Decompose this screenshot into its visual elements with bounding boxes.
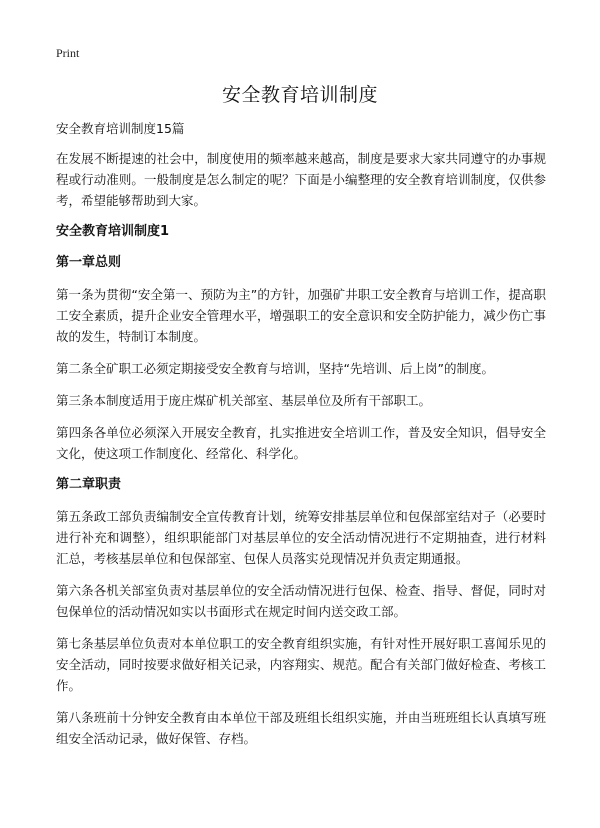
article-4: 第四条各单位必须深入开展安全教育，扎实推进安全培训工作，普及安全知识，倡导安全文化，使这项工作制度化、经常化、科学化。 (56, 425, 546, 461)
article-6: 第六条各机关部室负责对基层单位的安全活动情况进行包保、检查、指导、督促，同时对包保单位的活动情况如实以书面形式在规定时间内送交政工部。 (56, 583, 546, 619)
article-7: 第七条基层单位负责对本单位职工的安全教育组织实施，有针对性开展好职工喜闻乐见的安全活动，同时按要求做好相关记录，内容翔实、规范。配合有关部门做好检查、考核工作。 (56, 636, 546, 693)
document-subtitle: 安全教育培训制度15篇 (56, 121, 185, 136)
section-heading: 安全教育培训制度1 (56, 224, 170, 239)
document-title: 安全教育培训制度 (221, 84, 378, 106)
article-3: 第三条本制度适用于庞庄煤矿机关部室、基层单位及所有干部职工。 (56, 393, 432, 408)
document-body (56, 120, 546, 760)
article-2: 第二条全矿职工必须定期接受安全教育与培训，坚持“先培训、后上岗”的制度。 (56, 361, 494, 376)
article-1: 第一条为贯彻“安全第一、预防为主”的方针，加强矿井职工安全教育与培训工作，提高职工安全素质，提升企业安全管理水平，增强职工的安全意识和安全防护能力，减少伤亡事故的发生，特制订本制度。 (56, 287, 546, 344)
article-8: 第八条班前十分钟安全教育由本单位干部及班组长组织实施，并由当班班组长认真填写班组安全活动记录，做好保管、存档。 (56, 710, 546, 746)
chapter-2-heading: 第二章职责 (56, 477, 122, 492)
print-link[interactable]: Print (56, 46, 80, 60)
intro-paragraph: 在发展不断提速的社会中，制度使用的频率越来越高，制度是要求大家共同遵守的办事规程或行动准则。一般制度是怎么制定的呢？下面是小编整理的安全教育培训制度，仅供参考，希望能够帮助到大家。 (56, 151, 546, 208)
article-5: 第五条政工部负责编制安全宣传教育计划，统筹安排基层单位和包保部室结对子（必要时进行补充和调整），组织职能部门对基层单位的安全活动情况进行不定期抽查，进行材料汇总，考核基层单位和包保部室、包保人员落实兑现情况并负责定期通报。 (56, 509, 546, 566)
chapter-1-heading: 第一章总则 (56, 255, 122, 270)
